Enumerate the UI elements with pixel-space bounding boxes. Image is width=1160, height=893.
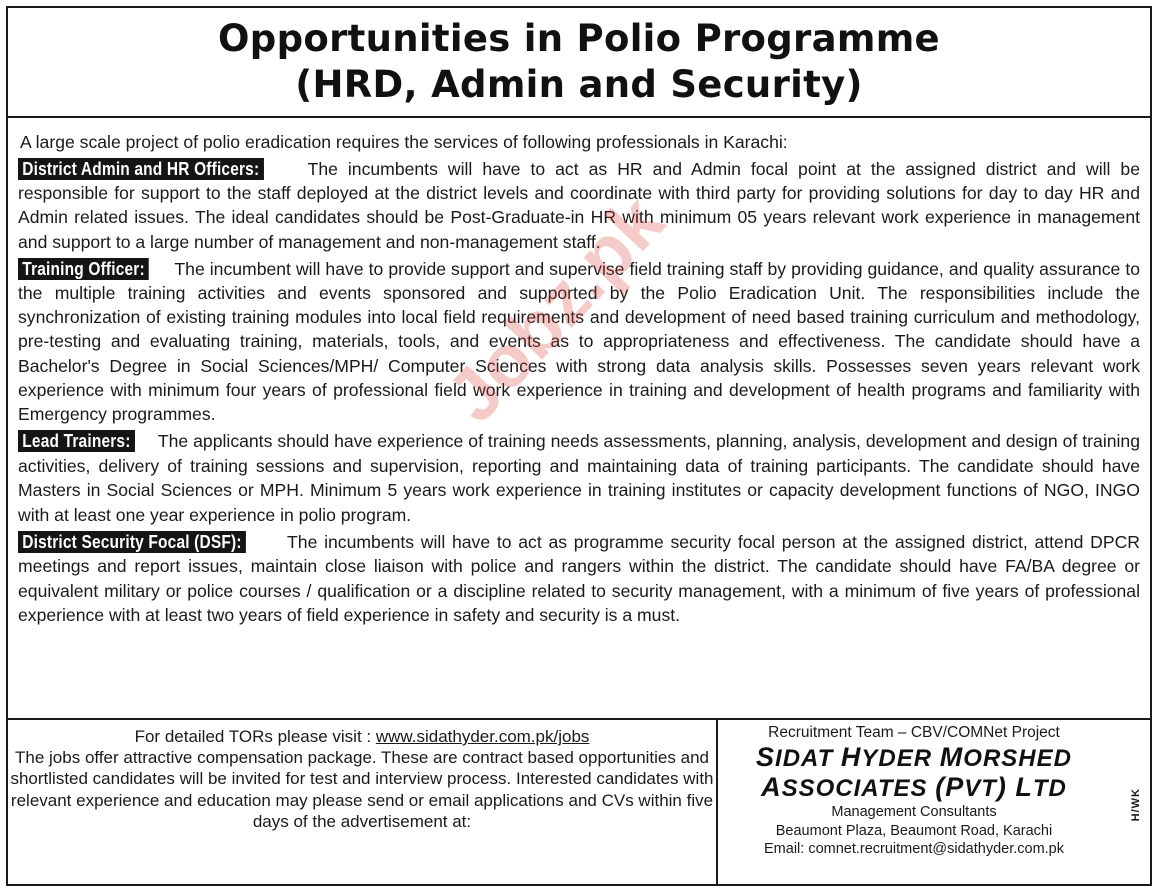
tor-prefix: For detailed TORs please visit : — [134, 727, 372, 746]
section-label: District Admin and HR Officers: — [18, 158, 264, 180]
company-address: Beaumont Plaza, Beaumont Road, Karachi — [775, 822, 1053, 839]
section-district-admin-hr — [18, 157, 1140, 254]
application-instructions — [8, 720, 718, 884]
section-training-officer — [18, 257, 1140, 426]
section-label: District Security Focal (DSF): — [18, 531, 246, 553]
company-subtitle: Management Consultants — [831, 804, 997, 820]
title-line-2: (HRD, Admin and Security) — [295, 63, 863, 106]
title-line-1: Opportunities in Polio Programme — [218, 17, 940, 60]
company-name-line-2: ASSOCIATES (PVT) LTD — [761, 772, 1067, 802]
section-district-security-focal — [18, 530, 1140, 627]
section-text: The applicants should have experience of training needs assessments, planning, analysis, development and design of training activities, delivery of training sessions and supervision, reporting and maintaining data of training participants. The candidate should have Masters in Social Sciences or MPH. Minimum 5 years work experience in training institutes or capacity development functions of NGO, INGO with at least one year experience in polio program. — [18, 431, 1140, 525]
ad-header — [8, 8, 1150, 118]
section-label: Training Officer: — [18, 258, 149, 280]
section-lead-trainers — [18, 429, 1140, 527]
ad-body — [8, 118, 1150, 716]
section-text: The incumbents will have to act as programme security focal person at the assigned district, attend DPCR meetings and report issues, maintain close liaison with police and rangers within the district. The candidate should have FA/BA degree or equivalent military or police courses / qualification or a discipline related to security management, with a minimum of five years of professional experience with at least two years of field experience in safety and security is a must. — [18, 532, 1140, 625]
application-body: The jobs offer attractive compensation package. These are contract based opportunities and shortlisted candidates will be invited for test and interview process. Interested candidates with relevant experience and education may please send or email applications and CVs within five days of the advertisement at: — [10, 748, 714, 831]
agency-code: H/WK — [1130, 788, 1142, 822]
section-label: Lead Trainers: — [18, 430, 135, 452]
company-email: Email: comnet.recruitment@sidathyder.com.pk — [764, 841, 1064, 857]
company-block — [718, 720, 1150, 884]
advertisement-frame — [6, 6, 1152, 886]
tor-url-link[interactable]: www.sidathyder.com.pk/jobs — [375, 727, 590, 746]
ad-footer — [8, 718, 1150, 884]
recruitment-team: Recruitment Team – CBV/COMNet Project — [768, 724, 1060, 741]
intro-text: A large scale project of polio eradication requires the services of following professionals in Karachi: — [20, 132, 788, 152]
section-text: The incumbents will have to act as HR and Admin focal point at the assigned district and will be responsible for support to the staff deployed at the district levels and coordinate with third party for providing solutions for day to day HR and Admin related issues. The ideal candidates should be Post-Graduate-in HR with minimum 05 years relevant work experience in management and support to a large number of management and non-management staff. — [18, 159, 1140, 252]
watermark-text: Jobz.pk — [430, 179, 680, 438]
section-text: The incumbent will have to provide support and supervise field training staff by providing guidance, and quality assurance to the multiple training activities and events sponsored and supported by the Polio Eradication Unit. The responsibilities include the synchronization of existing training modules into local field requirements and development of need based training curriculum and methodology, pre-testing and evaluating training, materials, tools, and events as to appropriateness and effectiveness. The candidate should have a Bachelor's Degree in Social Sciences/MPH/ Computer Sciences with strong data analysis skills. Possesses seven years relevant work experience with minimum four years of professional field work experience in training and development of health programs and familiarity with Emergency programmes. — [18, 258, 1140, 425]
tor-line — [8, 726, 716, 747]
company-name-line-1: SIDAT HYDER MORSHED — [756, 742, 1072, 772]
